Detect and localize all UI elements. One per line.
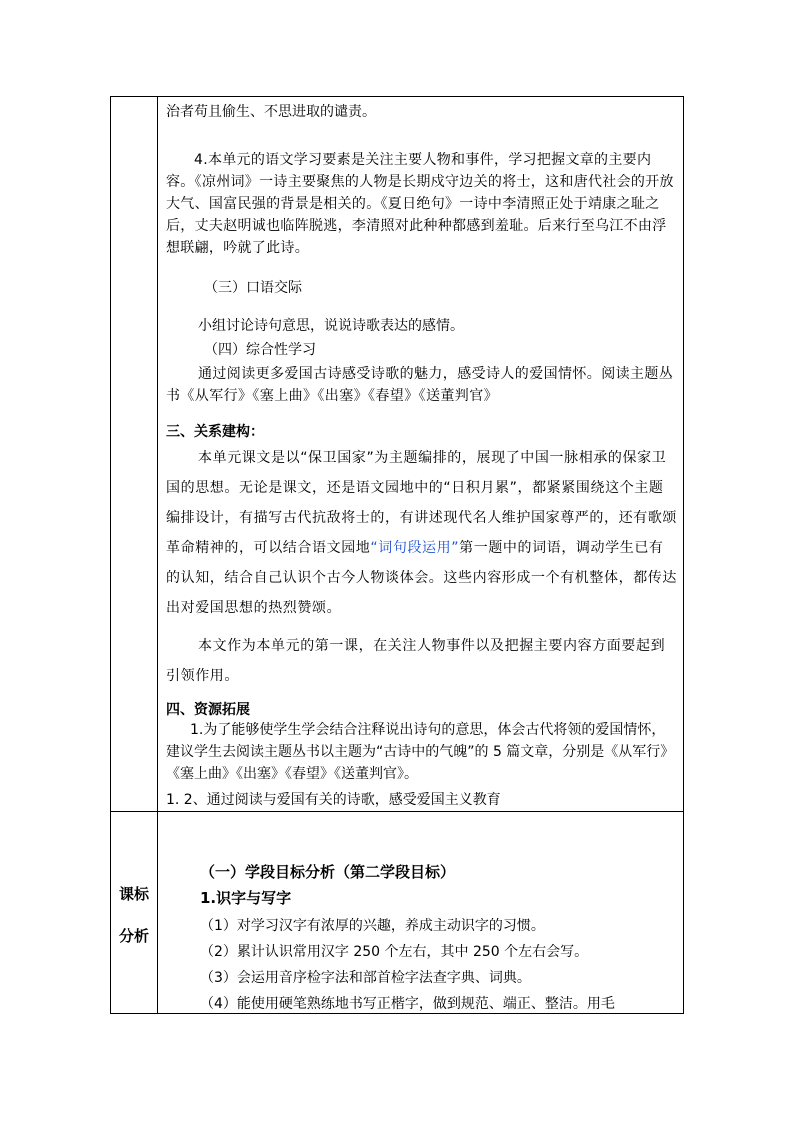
comprehensive-learning-text: 通过阅读更多爱国古诗感受诗歌的魅力，感受诗人的爱国情怀。阅读主题丛书《从军行》《塞上曲》《出塞》《春望》《送董判官》 [166, 366, 674, 404]
curriculum-label-bottom: 分析 [118, 927, 149, 945]
point-4-paragraph: 4.本单元的语文学习要素是关注主要人物和事件，学习把握文章的主要内容。《凉州词》一诗主要聚焦的人物是长期戍守边关的将士，这和唐代社会的开放大气、国富民强的背景是相关的。《夏日绝句》一诗中李清照正处于靖康之耻之后，丈夫赵明诚也临阵脱逃，李清照对此种种都感到羞耻。后来行至乌江不由浮想联翩，吟就了此诗。 [166, 152, 674, 256]
heading-stage-goals: （一）学段目标分析（第二学段目标） [200, 863, 456, 881]
relation-text-a: 本单元课文是以“保卫国家”为主题编排的，展现了中国一脉相承的保家卫国的思想。无论是课文，还是语文园地中的“日积月累”，都紧紧围绕这个主题编排设计，有描写古代抗敌将士的，有讲述现代名人维护国家尊严的，还有歌颂革命精神的，可以结合语文园地 [166, 450, 677, 556]
oral-communication-text: 小组讨论诗句意思，说说诗歌表达的感情。 [198, 318, 464, 334]
relation-text-b: 第一题中的词语，调动学生已有的认知，结合自己认识个古今人物谈体会。这些内容形成一个有机整体，都传达出对爱国思想的热烈赞颂。 [166, 540, 677, 616]
relation-paragraph-1 [166, 443, 677, 623]
column-divider [157, 97, 158, 1013]
resource-item-2: 1. 2、通过阅读与爱国有关的诗歌，感受爱国主义教育 [166, 792, 501, 808]
row-divider [111, 811, 683, 812]
goal-item-2: （2）累计认识常用汉字 250 个左右，其中 250 个左右会写。 [200, 944, 589, 960]
lesson-table [110, 96, 684, 1014]
goal-item-3: （3）会运用音序检字法和部首检字法查字典、词典。 [200, 970, 531, 986]
text-line: 治者苟且偷生、不思进取的谴责。 [166, 104, 376, 120]
heading-comprehensive-learning: （四）综合性学习 [204, 342, 316, 358]
heading-relation-building: 三、关系建构： [166, 424, 264, 440]
goal-item-1: （1）对学习汉字有浓厚的兴趣，养成主动识字的习惯。 [200, 918, 545, 934]
word-usage-link[interactable]: “词句段运用” [370, 540, 460, 556]
heading-literacy: 1.识字与写字 [200, 889, 292, 907]
curriculum-label-top: 课标 [118, 885, 149, 903]
goal-item-4: （4）能使用硬笔熟练地书写正楷字，做到规范、端正、整洁。用毛 [200, 996, 615, 1012]
heading-oral-communication: （三）口语交际 [204, 280, 302, 296]
heading-resource-extension: 四、资源拓展 [166, 702, 250, 718]
relation-paragraph-2: 本文作为本单元的第一课，在关注人物事件以及把握主要内容方面要起到引领作用。 [166, 638, 666, 684]
resource-item-1: 1.为了能够使学生学会结合注释说出诗句的意思，体会古代将领的爱国情怀，建议学生去阅读主题丛书以主题为“古诗中的气魄”的 5 篇文章，分别是《从军行》《塞上曲》《出塞》《春望》《送董判官》。 [166, 722, 675, 782]
